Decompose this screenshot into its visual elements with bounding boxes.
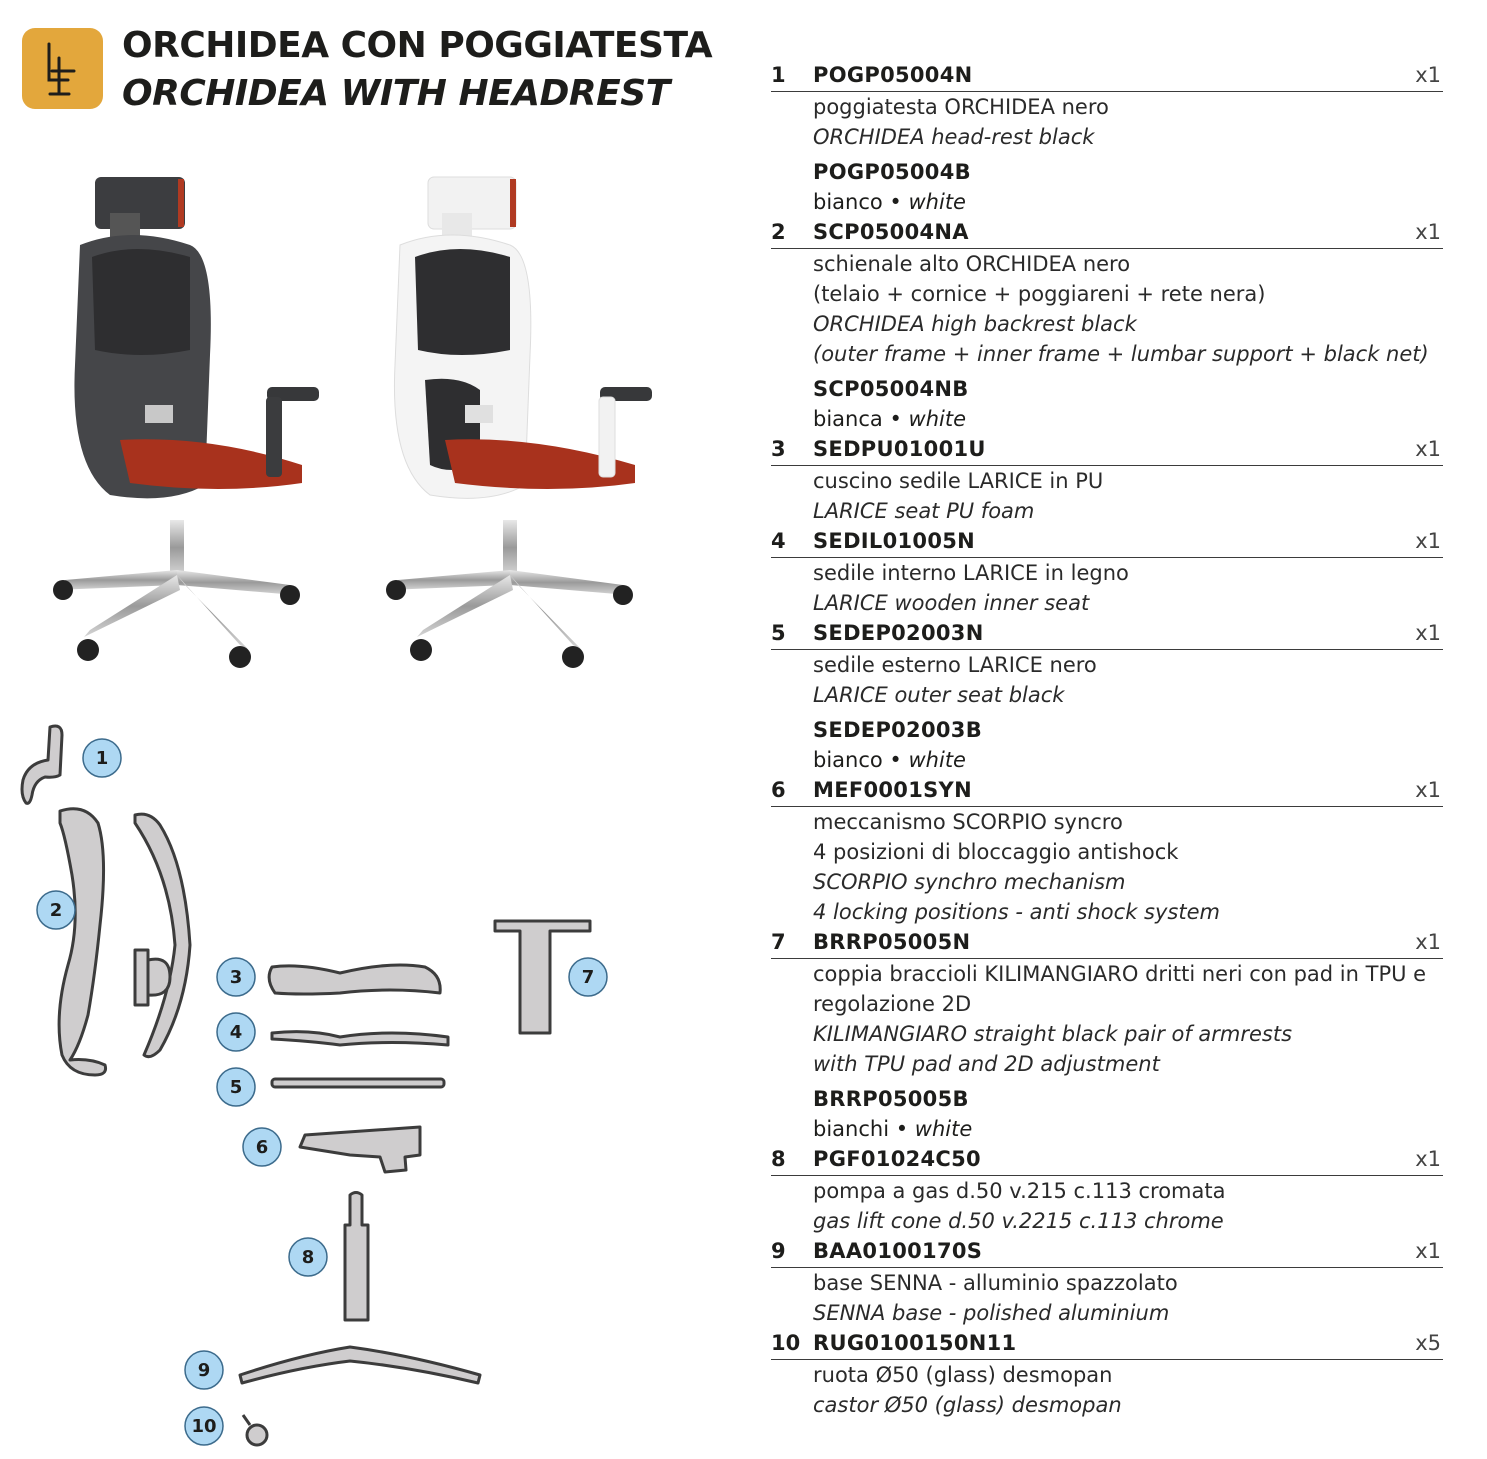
part-code: SEDEP02003N (813, 621, 984, 645)
part-lumbar-shape (135, 950, 148, 1005)
part-header (771, 775, 1443, 807)
part-item-10 (771, 1328, 1443, 1420)
part-number: 7 (771, 930, 786, 954)
part-code: PGF01024C50 (813, 1147, 981, 1171)
part-quantity: x1 (1415, 220, 1441, 244)
part-description (771, 1176, 1443, 1236)
part-item-3 (771, 434, 1443, 526)
description-italian: poggiatesta ORCHIDEA nero (813, 95, 1109, 119)
part-quantity: x1 (1415, 1147, 1441, 1171)
black-chair-image (53, 177, 319, 668)
part-code: SEDPU01001U (813, 437, 986, 461)
variant-code: SCP05004NB (813, 377, 969, 401)
callout-2 (37, 891, 75, 929)
svg-text:5: 5 (229, 1077, 243, 1098)
description-english: 4 locking positions - anti shock system (813, 900, 1220, 924)
part-quantity: x1 (1415, 63, 1441, 87)
callout-3 (217, 958, 255, 996)
svg-text:3: 3 (229, 967, 243, 988)
callout-1 (83, 739, 121, 777)
parts-list (771, 60, 1443, 1420)
part-code: SCP05004NA (813, 220, 969, 244)
part-number: 4 (771, 529, 786, 553)
part-quantity: x1 (1415, 621, 1441, 645)
part-seat-foam-shape (269, 965, 440, 994)
color-variant (771, 369, 1443, 434)
part-number: 1 (771, 63, 786, 87)
part-item-7 (771, 927, 1443, 1144)
part-quantity: x1 (1415, 930, 1441, 954)
description-english: SENNA base - polished aluminium (813, 1301, 1170, 1325)
variant-color (813, 745, 1443, 775)
part-number: 8 (771, 1147, 786, 1171)
part-description (771, 650, 1443, 710)
part-backrest-frame-shape (59, 809, 105, 1075)
description-english: (outer frame + inner frame + lumbar support + black net) (813, 342, 1429, 366)
part-code: SEDIL01005N (813, 529, 976, 553)
part-header (771, 1328, 1443, 1360)
variant-color-italian: bianco (813, 748, 883, 772)
part-description (771, 807, 1443, 927)
variant-color (813, 404, 1443, 434)
callout-6 (243, 1128, 281, 1166)
variant-color (813, 1114, 1443, 1144)
page-title (122, 22, 712, 118)
part-backrest-net-shape (135, 814, 190, 1057)
callout-8 (289, 1238, 327, 1276)
callout-10 (185, 1407, 223, 1445)
part-castor-shape (247, 1425, 267, 1445)
description-english: with TPU pad and 2D adjustment (813, 1052, 1160, 1076)
part-description (771, 92, 1443, 152)
part-headrest-shape (22, 726, 62, 803)
variant-color-english: white (908, 407, 966, 431)
svg-text:6: 6 (255, 1137, 269, 1158)
svg-text:10: 10 (191, 1416, 217, 1437)
description-english: LARICE seat PU foam (813, 499, 1035, 523)
svg-text:1: 1 (95, 748, 109, 769)
part-description (771, 249, 1443, 369)
part-quantity: x1 (1415, 778, 1441, 802)
part-description (771, 558, 1443, 618)
variant-color-english: white (914, 1117, 973, 1141)
part-description (771, 1268, 1443, 1328)
part-header (771, 434, 1443, 466)
description-english: gas lift cone d.50 v.2215 c.113 chrome (813, 1209, 1224, 1233)
part-code: BAA0100170S (813, 1239, 983, 1263)
svg-text:8: 8 (301, 1247, 315, 1268)
part-description (771, 1360, 1443, 1420)
part-number: 10 (771, 1331, 801, 1355)
part-header (771, 60, 1443, 92)
chair-logo (22, 28, 103, 109)
part-header (771, 217, 1443, 249)
description-english: ORCHIDEA high backrest black (813, 312, 1137, 336)
description-italian: schienale alto ORCHIDEA nero (813, 252, 1131, 276)
description-english: ORCHIDEA head-rest black (813, 125, 1095, 149)
variant-code: POGP05004B (813, 160, 971, 184)
part-quantity: x1 (1415, 529, 1441, 553)
part-item-1 (771, 60, 1443, 217)
part-mechanism-shape (300, 1127, 420, 1172)
variant-color-english: white (908, 748, 966, 772)
part-code: RUG0100150N11 (813, 1331, 1017, 1355)
part-number: 5 (771, 621, 786, 645)
description-italian: pompa a gas d.50 v.215 c.113 cromata (813, 1179, 1226, 1203)
description-english: LARICE wooden inner seat (813, 591, 1090, 615)
part-code: POGP05004N (813, 63, 973, 87)
part-item-6 (771, 775, 1443, 927)
white-chair-image (386, 177, 652, 668)
part-quantity: x1 (1415, 437, 1441, 461)
part-quantity: x1 (1415, 1239, 1441, 1263)
part-header (771, 1144, 1443, 1176)
description-italian: coppia braccioli KILIMANGIARO dritti neri con pad in TPU e (813, 962, 1427, 986)
svg-text:2: 2 (49, 900, 63, 921)
description-italian: sedile esterno LARICE nero (813, 653, 1097, 677)
part-number: 3 (771, 437, 786, 461)
color-variant (771, 152, 1443, 217)
color-variant (771, 1079, 1443, 1144)
variant-color-italian: bianchi (813, 1117, 890, 1141)
variant-separator: • (889, 1117, 915, 1141)
part-gas-lift-shape (345, 1193, 368, 1321)
variant-code: BRRP05005B (813, 1087, 969, 1111)
part-header (771, 927, 1443, 959)
variant-separator: • (882, 407, 909, 431)
description-english: KILIMANGIARO straight black pair of armrests (813, 1022, 1293, 1046)
description-italian: regolazione 2D (813, 992, 972, 1016)
part-item-5 (771, 618, 1443, 775)
description-english: LARICE outer seat black (813, 683, 1065, 707)
part-item-4 (771, 526, 1443, 618)
product-photos (40, 165, 680, 675)
description-italian: 4 posizioni di bloccaggio antishock (813, 840, 1179, 864)
part-inner-seat-shape (272, 1032, 448, 1045)
part-item-8 (771, 1144, 1443, 1236)
chair-icon (22, 28, 103, 109)
callout-4 (217, 1013, 255, 1051)
variant-color-italian: bianca (813, 407, 883, 431)
description-italian: meccanismo SCORPIO syncro (813, 810, 1123, 834)
description-italian: sedile interno LARICE in legno (813, 561, 1129, 585)
variant-color-italian: bianco (813, 190, 883, 214)
part-number: 2 (771, 220, 786, 244)
part-header (771, 526, 1443, 558)
title-italian: ORCHIDEA CON POGGIATESTA (122, 25, 713, 66)
variant-separator: • (882, 190, 909, 214)
callout-7 (569, 958, 607, 996)
callout-9 (185, 1351, 223, 1389)
part-header (771, 1236, 1443, 1268)
description-italian: ruota Ø50 (glass) desmopan (813, 1363, 1113, 1387)
color-variant (771, 710, 1443, 775)
svg-text:7: 7 (581, 967, 595, 988)
svg-text:4: 4 (229, 1022, 243, 1043)
part-header (771, 618, 1443, 650)
description-italian: cuscino sedile LARICE in PU (813, 469, 1104, 493)
part-item-9 (771, 1236, 1443, 1328)
description-english: SCORPIO synchro mechanism (813, 870, 1126, 894)
part-lumbar-knob-shape (148, 959, 170, 995)
part-base-shape (240, 1347, 480, 1383)
part-item-2 (771, 217, 1443, 434)
part-number: 9 (771, 1239, 786, 1263)
callouts (37, 739, 607, 1445)
part-code: BRRP05005N (813, 930, 971, 954)
exploded-diagram (10, 715, 650, 1455)
callout-5 (217, 1068, 255, 1106)
part-description (771, 959, 1443, 1079)
part-quantity: x5 (1415, 1331, 1441, 1355)
description-italian: (telaio + cornice + poggiareni + rete nera) (813, 282, 1266, 306)
variant-separator: • (882, 748, 909, 772)
description-english: castor Ø50 (glass) desmopan (813, 1393, 1122, 1417)
variant-color-english: white (908, 190, 966, 214)
description-italian: base SENNA - alluminio spazzolato (813, 1271, 1178, 1295)
part-number: 6 (771, 778, 786, 802)
part-description (771, 466, 1443, 526)
title-english: ORCHIDEA WITH HEADREST (122, 73, 670, 114)
variant-code: SEDEP02003B (813, 718, 983, 742)
svg-text:9: 9 (197, 1360, 211, 1381)
variant-color (813, 187, 1443, 217)
part-outer-seat-shape (272, 1079, 444, 1087)
part-code: MEF0001SYN (813, 778, 972, 802)
